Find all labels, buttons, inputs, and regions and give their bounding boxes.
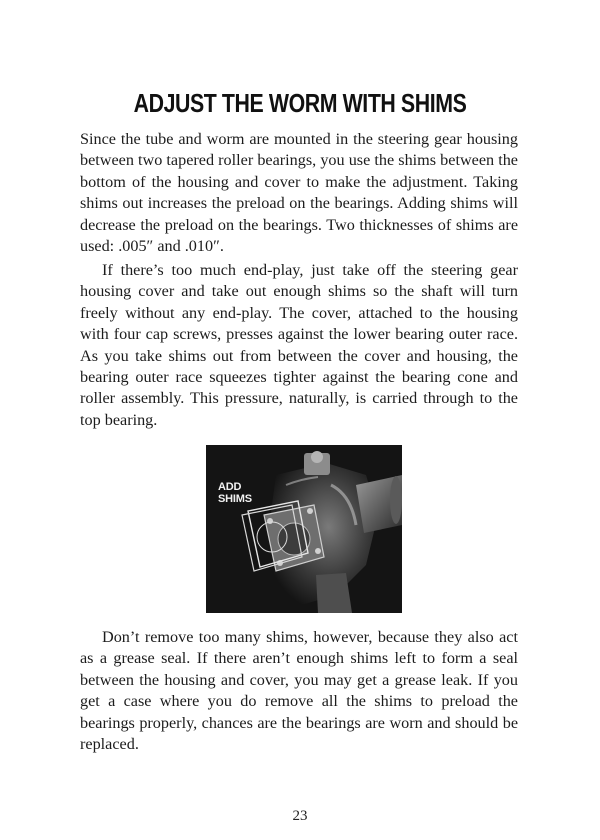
steering-gear-illustration <box>206 445 402 613</box>
paragraph-1: Since the tube and worm are mounted in the steering gear housing between two tapered roller bearings, you use the shims between the bottom of the housing and cover to make the adjustment. Taking shims out increases the preload on the bearings. Adding shims will decrease the preload on the bearings. Two thicknesses of shims are used: .005″ and .010″. <box>80 130 518 256</box>
page-number: 23 <box>292 808 308 824</box>
photo-label-line-2: SHIMS <box>218 493 252 505</box>
photo-label-line-1: ADD <box>218 481 242 493</box>
paragraph-2: If there’s too much end-play, just take off the steering gear housing cover and take out enough shims so the shaft will turn freely without any end-play. The cover, attached to the housing with four cap screws, presses against the lower bearing outer race. As you take shims out from between the cover and housing, the bearing outer race squeezes tighter against the bearing cone and roller assembly. This pressure, naturally, is carried through to the top bearing. <box>80 261 518 429</box>
paragraph-3: Don’t remove too many shims, however, because they also act as a grease seal. If there aren’t enough shims left to form a seal between the housing and cover, you may get a grease leak. If you get a case where you do remove all the shims to preload the bearings properly, chances are the bearings are worn and should be replaced. <box>80 628 518 754</box>
page-title: ADJUST THE WORM WITH SHIMS <box>133 88 467 118</box>
add-shims-label <box>218 481 252 505</box>
steering-gear-photo <box>206 445 402 613</box>
